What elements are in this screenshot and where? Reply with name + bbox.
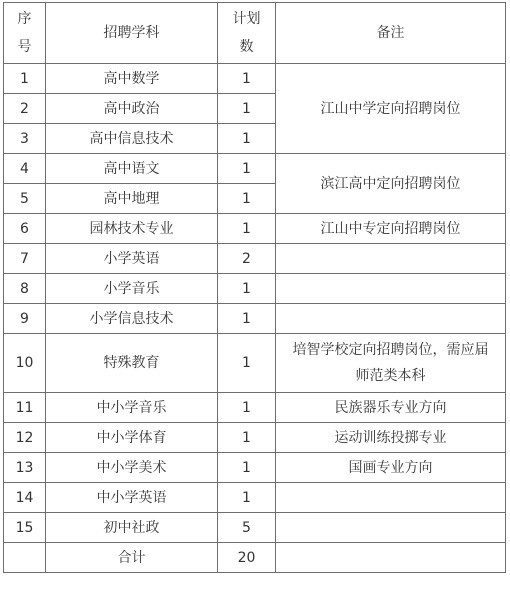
cell-subject: 小学英语 [46,244,218,274]
cell-subject: 园林技术专业 [46,214,218,244]
table-row [4,393,506,423]
cell-plan: 1 [218,393,276,423]
remark-line2: 师范类本科 [355,368,426,384]
cell-subject: 特殊教育 [46,334,218,393]
cell-subject: 中小学体育 [46,423,218,453]
cell-seq: 1 [4,64,46,94]
cell-remark: 国画专业方向 [276,453,506,483]
cell-remark-empty [276,543,506,573]
cell-plan: 1 [218,184,276,214]
cell-plan: 1 [218,94,276,124]
header-seq-line1: 序 [17,11,32,27]
header-row [4,3,506,64]
table-row [4,334,506,393]
cell-plan: 1 [218,64,276,94]
table-row [4,154,506,184]
cell-plan: 1 [218,334,276,393]
cell-seq: 14 [4,483,46,513]
cell-plan: 1 [218,453,276,483]
table-row [4,483,506,513]
cell-plan: 1 [218,423,276,453]
cell-subject: 高中政治 [46,94,218,124]
cell-remark-empty [276,513,506,543]
cell-subject: 中小学美术 [46,453,218,483]
table-row [4,423,506,453]
cell-plan: 1 [218,214,276,244]
cell-remark-empty [276,483,506,513]
cell-remark-empty [276,244,506,274]
cell-seq: 8 [4,274,46,304]
cell-subject: 高中语文 [46,154,218,184]
cell-plan: 2 [218,244,276,274]
cell-plan: 1 [218,124,276,154]
cell-remark: 运动训练投掷专业 [276,423,506,453]
cell-subject: 高中地理 [46,184,218,214]
cell-subject: 中小学音乐 [46,393,218,423]
cell-remark: 滨江高中定向招聘岗位 [276,154,506,214]
cell-seq-empty [4,543,46,573]
cell-seq: 5 [4,184,46,214]
header-plan [218,3,276,64]
cell-plan: 1 [218,304,276,334]
cell-seq: 6 [4,214,46,244]
cell-seq: 3 [4,124,46,154]
header-plan-line2: 数 [239,39,254,55]
cell-subject: 高中信息技术 [46,124,218,154]
recruitment-plan-table [3,2,506,573]
cell-seq: 7 [4,244,46,274]
cell-subject: 小学信息技术 [46,304,218,334]
cell-remark-empty [276,274,506,304]
table-row [4,244,506,274]
cell-subject: 中小学英语 [46,483,218,513]
cell-plan: 1 [218,483,276,513]
total-row [4,543,506,573]
cell-subject: 高中数学 [46,64,218,94]
total-label: 合计 [46,543,218,573]
cell-remark-empty [276,304,506,334]
table-row [4,453,506,483]
cell-seq: 13 [4,453,46,483]
cell-seq: 9 [4,304,46,334]
cell-seq: 10 [4,334,46,393]
cell-seq: 11 [4,393,46,423]
table-row [4,274,506,304]
cell-remark: 民族器乐专业方向 [276,393,506,423]
table-row [4,64,506,94]
header-plan-line1: 计划 [232,11,261,27]
cell-remark: 江山中学定向招聘岗位 [276,64,506,154]
cell-subject: 初中社政 [46,513,218,543]
cell-seq: 15 [4,513,46,543]
cell-remark [276,334,506,393]
header-subject: 招聘学科 [46,3,218,64]
cell-seq: 4 [4,154,46,184]
cell-subject: 小学音乐 [46,274,218,304]
cell-seq: 12 [4,423,46,453]
table-row [4,513,506,543]
cell-plan: 1 [218,154,276,184]
cell-remark: 江山中专定向招聘岗位 [276,214,506,244]
header-seq-line2: 号 [17,39,32,55]
header-remark: 备注 [276,3,506,64]
header-seq [4,3,46,64]
total-value: 20 [218,543,276,573]
table-row [4,304,506,334]
cell-plan: 1 [218,274,276,304]
remark-line1: 培智学校定向招聘岗位，需应届 [292,342,489,358]
cell-seq: 2 [4,94,46,124]
table-row [4,214,506,244]
cell-plan: 5 [218,513,276,543]
